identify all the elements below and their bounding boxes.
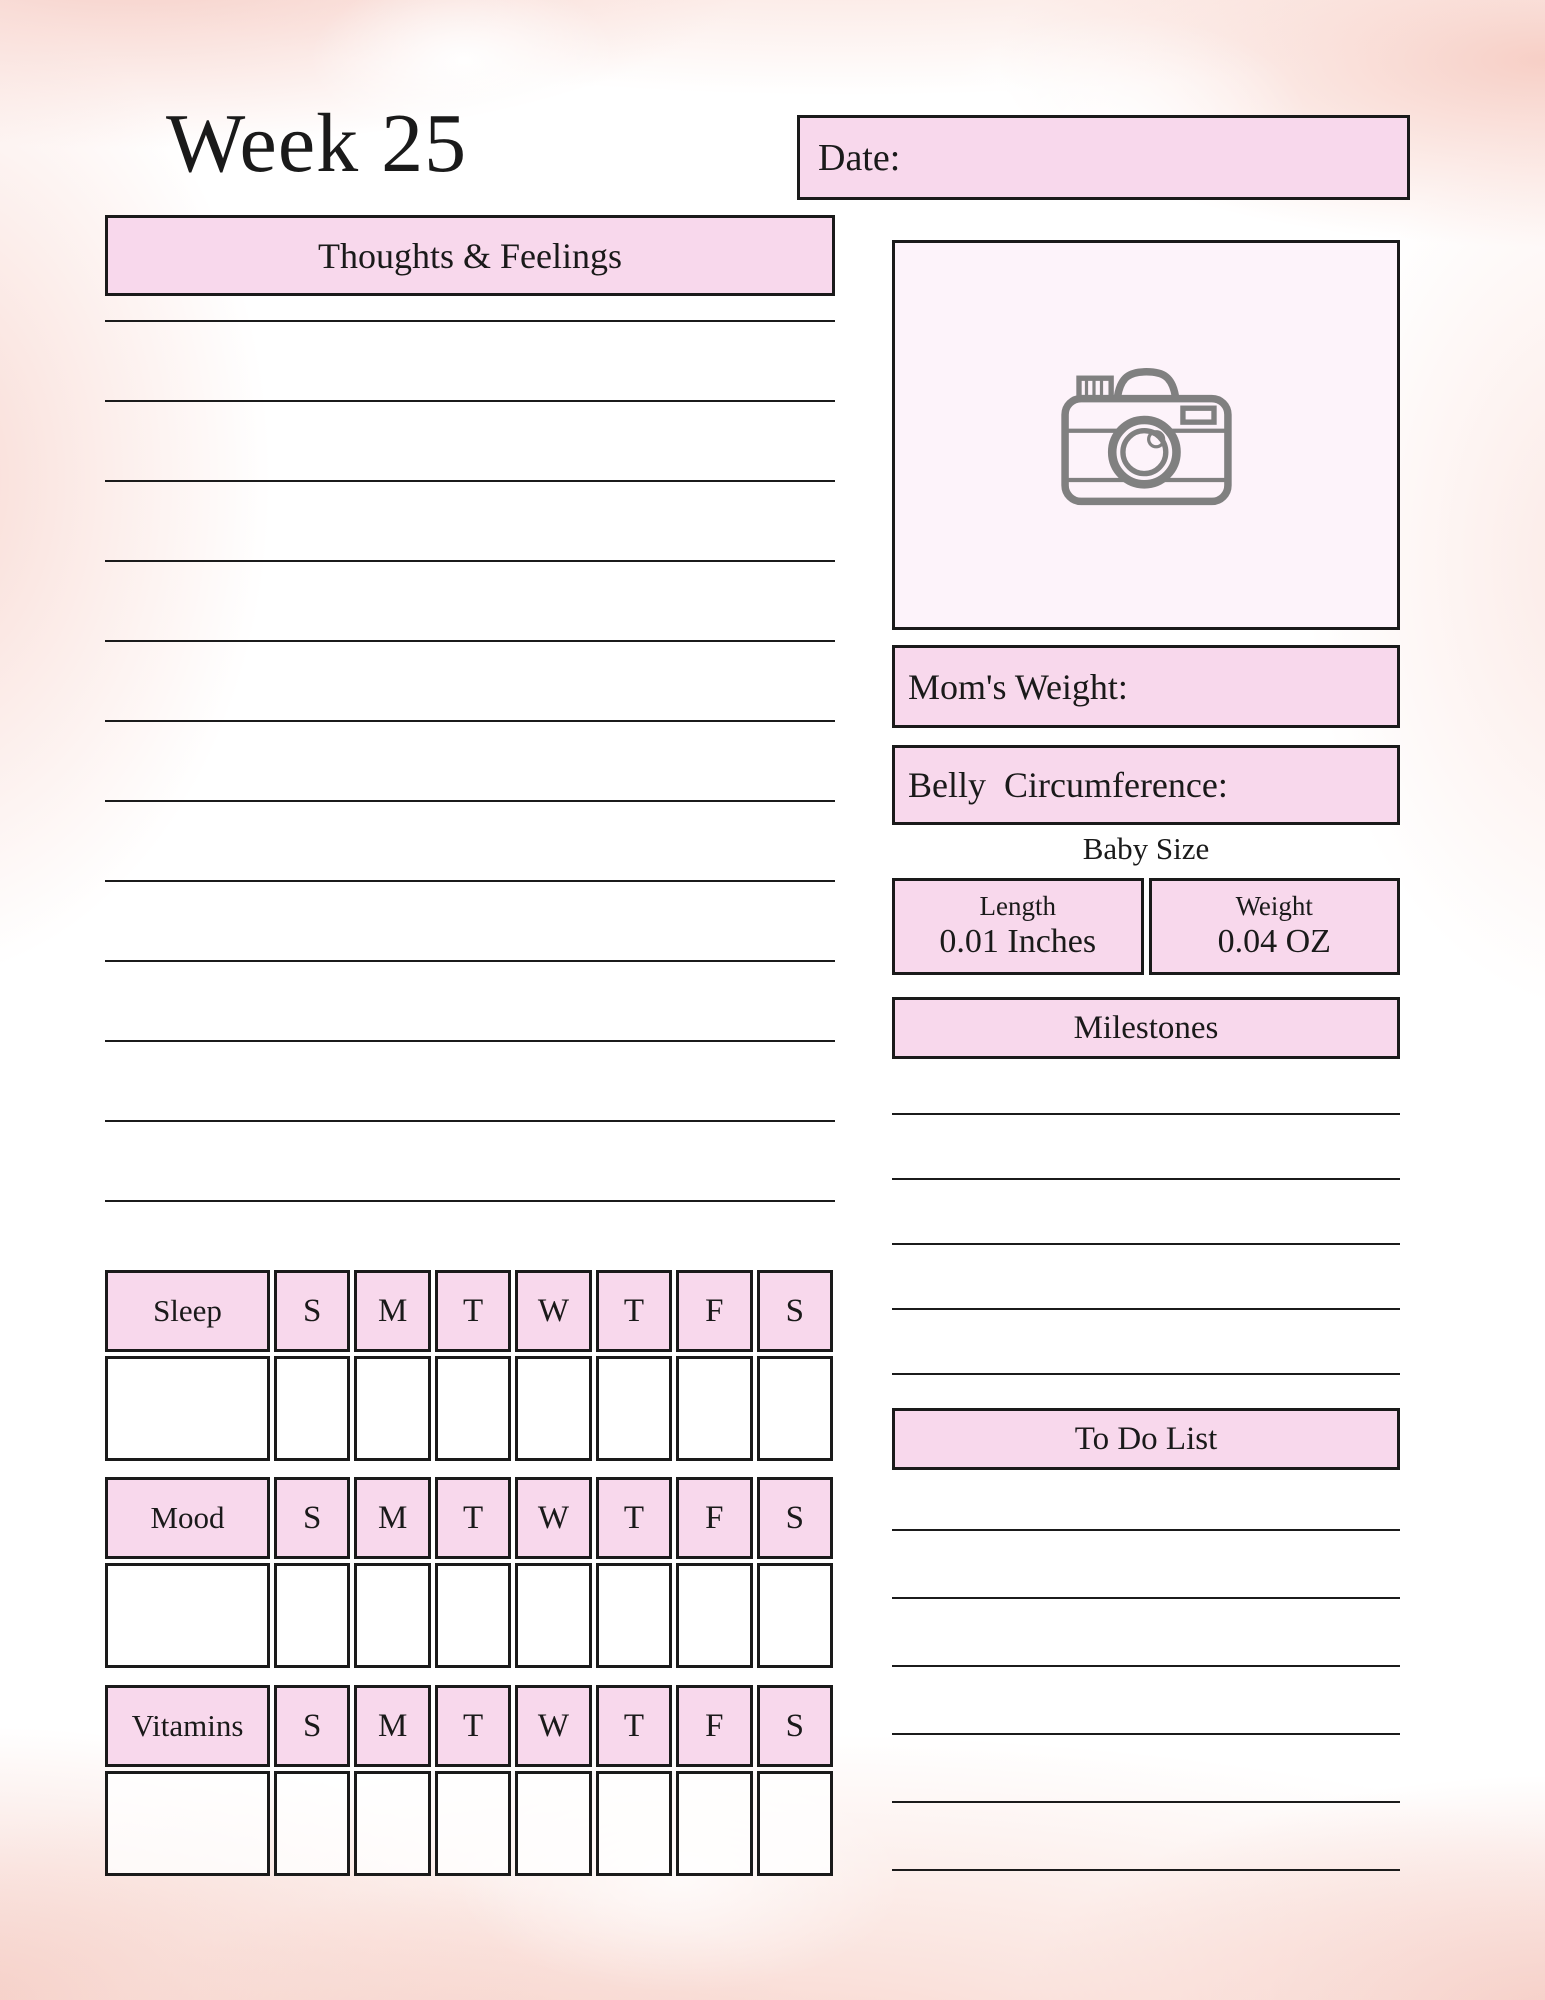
vitamins-tracker	[105, 1685, 833, 1876]
ruled-line[interactable]	[892, 1801, 1400, 1803]
mood-entry-cell[interactable]	[105, 1563, 270, 1668]
day-header-2: T	[435, 1477, 511, 1559]
mood-tracker-label: Mood	[105, 1477, 270, 1559]
day-entry-cell-1[interactable]	[354, 1563, 430, 1668]
length-value: 0.01 Inches	[939, 923, 1097, 961]
day-header-2: T	[435, 1685, 511, 1767]
length-label: Length	[979, 891, 1056, 922]
day-header-1: M	[354, 1477, 430, 1559]
day-header-4: T	[596, 1270, 672, 1352]
ruled-line[interactable]	[892, 1665, 1400, 1667]
todo-lines	[892, 1529, 1400, 1937]
todo-list-header: To Do List	[892, 1408, 1400, 1470]
moms-weight-field[interactable]	[892, 645, 1400, 728]
day-entry-cell-0[interactable]	[274, 1771, 350, 1876]
weight-value: 0.04 OZ	[1217, 923, 1331, 961]
thoughts-feelings-header: Thoughts & Feelings	[105, 215, 835, 296]
length-cell[interactable]	[892, 878, 1144, 975]
day-entry-cell-6[interactable]	[757, 1563, 833, 1668]
ruled-line[interactable]	[105, 320, 835, 322]
day-header-1: M	[354, 1270, 430, 1352]
ruled-line[interactable]	[892, 1113, 1400, 1115]
weight-label: Weight	[1235, 891, 1313, 922]
ruled-line[interactable]	[105, 1040, 835, 1042]
page-title: Week 25	[166, 97, 468, 190]
sleep-tracker	[105, 1270, 833, 1461]
day-entry-cell-4[interactable]	[596, 1563, 672, 1668]
ruled-line[interactable]	[105, 560, 835, 562]
ruled-line[interactable]	[892, 1308, 1400, 1310]
ruled-line[interactable]	[105, 1200, 835, 1202]
day-header-4: T	[596, 1477, 672, 1559]
day-header-1: M	[354, 1685, 430, 1767]
ruled-line[interactable]	[105, 1120, 835, 1122]
day-header-5: F	[676, 1270, 752, 1352]
ruled-line[interactable]	[105, 400, 835, 402]
day-entry-cell-6[interactable]	[757, 1356, 833, 1461]
ruled-line[interactable]	[892, 1373, 1400, 1375]
day-header-5: F	[676, 1477, 752, 1559]
milestones-header: Milestones	[892, 997, 1400, 1059]
day-entry-cell-2[interactable]	[435, 1356, 511, 1461]
day-entry-cell-4[interactable]	[596, 1771, 672, 1876]
ruled-line[interactable]	[105, 960, 835, 962]
day-header-6: S	[757, 1685, 833, 1767]
belly-circumference-field[interactable]	[892, 745, 1400, 825]
day-header-0: S	[274, 1270, 350, 1352]
ruled-line[interactable]	[892, 1178, 1400, 1180]
day-header-0: S	[274, 1477, 350, 1559]
vitamins-entry-cell[interactable]	[105, 1771, 270, 1876]
weight-cell[interactable]	[1149, 878, 1401, 975]
day-entry-cell-0[interactable]	[274, 1563, 350, 1668]
ruled-line[interactable]	[892, 1529, 1400, 1531]
day-header-6: S	[757, 1270, 833, 1352]
camera-icon	[1049, 360, 1244, 510]
milestones-lines	[892, 1113, 1400, 1438]
date-field[interactable]	[797, 115, 1410, 200]
day-entry-cell-5[interactable]	[676, 1563, 752, 1668]
day-entry-cell-2[interactable]	[435, 1563, 511, 1668]
sleep-entry-cell[interactable]	[105, 1356, 270, 1461]
mood-tracker	[105, 1477, 833, 1668]
vitamins-tracker-label: Vitamins	[105, 1685, 270, 1767]
day-header-3: W	[515, 1477, 591, 1559]
day-entry-cell-4[interactable]	[596, 1356, 672, 1461]
sleep-tracker-label: Sleep	[105, 1270, 270, 1352]
day-entry-cell-0[interactable]	[274, 1356, 350, 1461]
ruled-line[interactable]	[892, 1869, 1400, 1871]
day-header-4: T	[596, 1685, 672, 1767]
day-header-5: F	[676, 1685, 752, 1767]
ruled-line[interactable]	[105, 800, 835, 802]
day-entry-cell-3[interactable]	[515, 1356, 591, 1461]
day-entry-cell-6[interactable]	[757, 1771, 833, 1876]
day-entry-cell-1[interactable]	[354, 1771, 430, 1876]
day-header-2: T	[435, 1270, 511, 1352]
thoughts-lines	[105, 320, 835, 1280]
baby-size-table	[892, 878, 1400, 975]
day-header-0: S	[274, 1685, 350, 1767]
ruled-line[interactable]	[105, 720, 835, 722]
belly-circumference-label: Belly Circumference:	[908, 765, 1228, 805]
day-entry-cell-2[interactable]	[435, 1771, 511, 1876]
baby-size-title: Baby Size	[1082, 831, 1210, 866]
day-header-6: S	[757, 1477, 833, 1559]
ruled-line[interactable]	[892, 1733, 1400, 1735]
day-header-3: W	[515, 1270, 591, 1352]
ruled-line[interactable]	[892, 1597, 1400, 1599]
day-entry-cell-3[interactable]	[515, 1771, 591, 1876]
ruled-line[interactable]	[105, 880, 835, 882]
ruled-line[interactable]	[105, 480, 835, 482]
ruled-line[interactable]	[105, 640, 835, 642]
day-header-3: W	[515, 1685, 591, 1767]
date-label: Date:	[818, 136, 901, 179]
ruled-line[interactable]	[892, 1243, 1400, 1245]
moms-weight-label: Mom's Weight:	[908, 666, 1128, 707]
day-entry-cell-3[interactable]	[515, 1563, 591, 1668]
day-entry-cell-5[interactable]	[676, 1771, 752, 1876]
day-entry-cell-1[interactable]	[354, 1356, 430, 1461]
photo-placeholder[interactable]	[892, 240, 1400, 630]
day-entry-cell-5[interactable]	[676, 1356, 752, 1461]
